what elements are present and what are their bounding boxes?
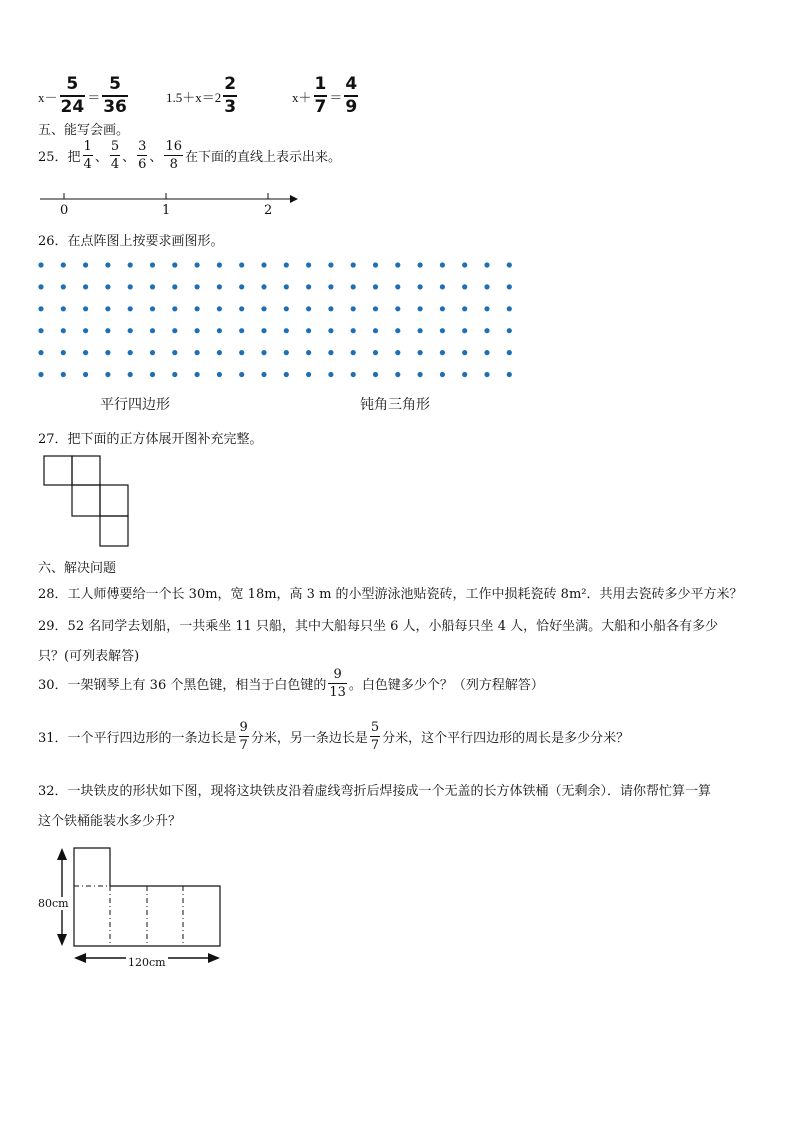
grid-dot: [395, 262, 400, 267]
grid-dot: [195, 306, 200, 311]
grid-dot: [306, 350, 311, 355]
grid-dot: [38, 262, 43, 267]
grid-dot: [351, 262, 356, 267]
grid-dot: [150, 328, 155, 333]
grid-dot: [195, 262, 200, 267]
section-title-6: 六、解决问题: [38, 561, 117, 576]
fraction: $\frac{5}{36}$: [103, 74, 127, 117]
grid-dot: [38, 306, 43, 311]
grid-dot: [239, 350, 244, 355]
grid-dot: [128, 350, 133, 355]
grid-dot: [195, 284, 200, 289]
question-31: 31．一个平行四边形的一条边长是 $\frac{9}{7}$ 分米，另一条边长是 $\frac{5}{7}$ 分米，这个平行四边形的周长是多少分米？: [38, 720, 630, 753]
grid-dot: [128, 328, 133, 333]
grid-dot: [38, 284, 43, 289]
arrow-right-icon: [208, 953, 220, 963]
question-32-line-2: 这个铁桶能装水多少升？: [38, 814, 182, 829]
grid-dot: [328, 284, 333, 289]
question-25: 25．把 $\frac{1}{4}$ 、 $\frac{5}{4}$ 、 $\frac{3}{6}$ 、 $\frac{16}{8}$ 在下面的直线上表示出来。: [38, 139, 341, 172]
question-26: 26．在点阵图上按要求画图形。: [38, 234, 224, 249]
sheet-outline: [74, 848, 220, 946]
grid-dot: [61, 284, 66, 289]
grid-dot: [172, 372, 177, 377]
grid-dot: [284, 262, 289, 267]
equation-3: x＋ $\frac{1}{7}$ ＝ $\frac{4}{9}$: [292, 74, 358, 117]
grid-dot: [261, 350, 266, 355]
grid-dot: [507, 372, 512, 377]
grid-dot: [105, 306, 110, 311]
grid-dot: [373, 328, 378, 333]
arrow-icon: [290, 195, 298, 203]
grid-dot: [462, 262, 467, 267]
label-obtuse-triangle: 钝角三角形: [360, 397, 430, 413]
grid-dot: [351, 328, 356, 333]
grid-dot: [418, 372, 423, 377]
fraction: $\frac{2}{3}$: [224, 74, 237, 117]
net-square: [44, 456, 72, 485]
grid-dot: [172, 350, 177, 355]
grid-dot: [484, 350, 489, 355]
grid-dot: [306, 284, 311, 289]
grid-dot: [418, 306, 423, 311]
grid-dot: [395, 306, 400, 311]
grid-dot: [83, 350, 88, 355]
grid-dot: [484, 372, 489, 377]
grid-dot: [105, 262, 110, 267]
grid-dot: [217, 284, 222, 289]
section-title-5: 五、能写会画。: [38, 123, 130, 138]
grid-dot: [462, 372, 467, 377]
net-square: [72, 485, 100, 516]
grid-dot: [261, 372, 266, 377]
grid-dot: [418, 328, 423, 333]
grid-dot: [261, 262, 266, 267]
grid-dot: [217, 262, 222, 267]
grid-dot: [395, 372, 400, 377]
grid-dot: [440, 284, 445, 289]
grid-dot: [351, 372, 356, 377]
grid-dot: [61, 262, 66, 267]
grid-dot: [484, 284, 489, 289]
grid-dot: [507, 350, 512, 355]
question-32-line-1: 32．一块铁皮的形状如下图，现将这块铁皮沿着虚线弯折后焊接成一个无盖的长方体铁桶（无剩余）．请你帮忙算一算: [38, 784, 712, 799]
grid-dot: [351, 350, 356, 355]
grid-dot: [239, 372, 244, 377]
fraction: $\frac{9}{7}$: [239, 720, 248, 753]
grid-dot: [38, 328, 43, 333]
grid-dot: [462, 306, 467, 311]
grid-dot: [462, 328, 467, 333]
grid-dot: [284, 306, 289, 311]
question-28: 28．工人师傅要给一个长 30m，宽 18m，高 3 m 的小型游泳池贴瓷砖，工作中损耗瓷砖 8m²．共用去瓷砖多少平方米？: [38, 587, 743, 602]
grid-dot: [507, 306, 512, 311]
question-29-line-2: 只？(可列表解答): [38, 649, 140, 664]
grid-dot: [395, 284, 400, 289]
grid-dot: [462, 284, 467, 289]
grid-dot: [150, 284, 155, 289]
fraction: $\frac{3}{6}$: [138, 139, 147, 172]
question-30: 30．一架钢琴上有 36 个黑色键，相当于白色键的 $\frac{9}{13}$ 。白色键多少个？（列方程解答）: [38, 667, 544, 700]
grid-dot: [284, 328, 289, 333]
grid-dot: [484, 328, 489, 333]
grid-dot: [484, 306, 489, 311]
grid-dot: [105, 284, 110, 289]
grid-dot: [217, 328, 222, 333]
grid-dot: [484, 262, 489, 267]
grid-dot: [284, 372, 289, 377]
grid-dot: [440, 350, 445, 355]
tick-label-1: 1: [162, 203, 171, 218]
grid-dot: [440, 306, 445, 311]
grid-dot: [83, 306, 88, 311]
grid-dot: [351, 284, 356, 289]
grid-dot: [38, 372, 43, 377]
net-square: [100, 485, 128, 516]
grid-dot: [128, 306, 133, 311]
grid-dot: [150, 306, 155, 311]
fraction: $\frac{5}{24}$: [60, 74, 85, 117]
grid-dot: [373, 306, 378, 311]
net-square: [72, 456, 100, 485]
grid-dot: [217, 372, 222, 377]
grid-dot: [239, 262, 244, 267]
grid-dot: [38, 350, 43, 355]
arrow-down-icon: [57, 934, 67, 946]
grid-dot: [395, 350, 400, 355]
grid-dot: [261, 306, 266, 311]
grid-dot: [328, 306, 333, 311]
grid-dot: [172, 262, 177, 267]
grid-dot: [373, 350, 378, 355]
grid-dot: [83, 284, 88, 289]
grid-dot: [61, 306, 66, 311]
grid-dot: [261, 284, 266, 289]
grid-dot: [306, 262, 311, 267]
grid-dot: [328, 328, 333, 333]
grid-dot: [195, 328, 200, 333]
grid-dot: [284, 284, 289, 289]
fraction: $\frac{5}{4}$: [110, 139, 120, 172]
grid-dot: [440, 328, 445, 333]
grid-dot: [462, 350, 467, 355]
grid-dot: [195, 372, 200, 377]
fraction: $\frac{1}{4}$: [83, 139, 92, 172]
equation-1: x－ $\frac{5}{24}$ ＝ $\frac{5}{36}$: [38, 74, 127, 117]
grid-dot: [83, 262, 88, 267]
net-square: [100, 516, 128, 546]
grid-dot: [507, 262, 512, 267]
grid-dot: [172, 306, 177, 311]
arrow-left-icon: [74, 953, 86, 963]
grid-dot: [306, 328, 311, 333]
grid-dot: [418, 350, 423, 355]
grid-dot: [261, 328, 266, 333]
grid-dot: [239, 284, 244, 289]
grid-dot: [61, 350, 66, 355]
grid-dot: [172, 284, 177, 289]
width-label: 120cm: [128, 956, 166, 969]
grid-dot: [172, 328, 177, 333]
fraction: $\frac{1}{7}$: [314, 74, 327, 117]
grid-dot: [150, 262, 155, 267]
fraction: $\frac{5}{7}$: [370, 720, 380, 753]
grid-dot: [195, 350, 200, 355]
grid-dot: [217, 350, 222, 355]
grid-dot: [328, 350, 333, 355]
grid-dot: [61, 372, 66, 377]
grid-dot: [128, 284, 133, 289]
grid-dot: [306, 306, 311, 311]
grid-dot: [150, 372, 155, 377]
grid-dot: [507, 328, 512, 333]
arrow-up-icon: [57, 848, 67, 860]
grid-dot: [418, 284, 423, 289]
question-29-line-1: 29．52 名同学去划船，一共乘坐 11 只船，其中大船每只坐 6 人，小船每只坐 4 人，恰好坐满。大船和小船各有多少: [38, 619, 719, 634]
grid-dot: [239, 306, 244, 311]
grid-dot: [128, 262, 133, 267]
grid-dot: [128, 372, 133, 377]
grid-dot: [373, 284, 378, 289]
grid-dot: [328, 262, 333, 267]
grid-dot: [440, 262, 445, 267]
fraction: $\frac{9}{13}$: [329, 667, 346, 700]
grid-dot: [150, 350, 155, 355]
grid-dot: [507, 284, 512, 289]
grid-dot: [83, 372, 88, 377]
grid-dot: [105, 372, 110, 377]
grid-dot: [284, 350, 289, 355]
grid-dot: [373, 372, 378, 377]
grid-dot: [105, 350, 110, 355]
grid-dot: [395, 328, 400, 333]
grid-dot: [351, 306, 356, 311]
equation-2: 1.5＋x＝2 $\frac{2}{3}$: [166, 74, 237, 117]
tick-label-2: 2: [264, 203, 273, 218]
fraction: $\frac{4}{9}$: [345, 74, 358, 117]
grid-dot: [328, 372, 333, 377]
grid-dot: [217, 306, 222, 311]
grid-dot: [306, 372, 311, 377]
grid-dot: [239, 328, 244, 333]
grid-dot: [440, 372, 445, 377]
grid-dot: [83, 328, 88, 333]
label-parallelogram: 平行四边形: [100, 397, 170, 413]
height-label: 80cm: [38, 897, 69, 910]
question-27: 27．把下面的正方体展开图补充完整。: [38, 432, 263, 447]
grid-dot: [418, 262, 423, 267]
grid-dot: [105, 328, 110, 333]
tick-label-0: 0: [60, 203, 69, 218]
grid-dot: [61, 328, 66, 333]
fraction: $\frac{16}{8}$: [165, 139, 182, 172]
grid-dot: [373, 262, 378, 267]
